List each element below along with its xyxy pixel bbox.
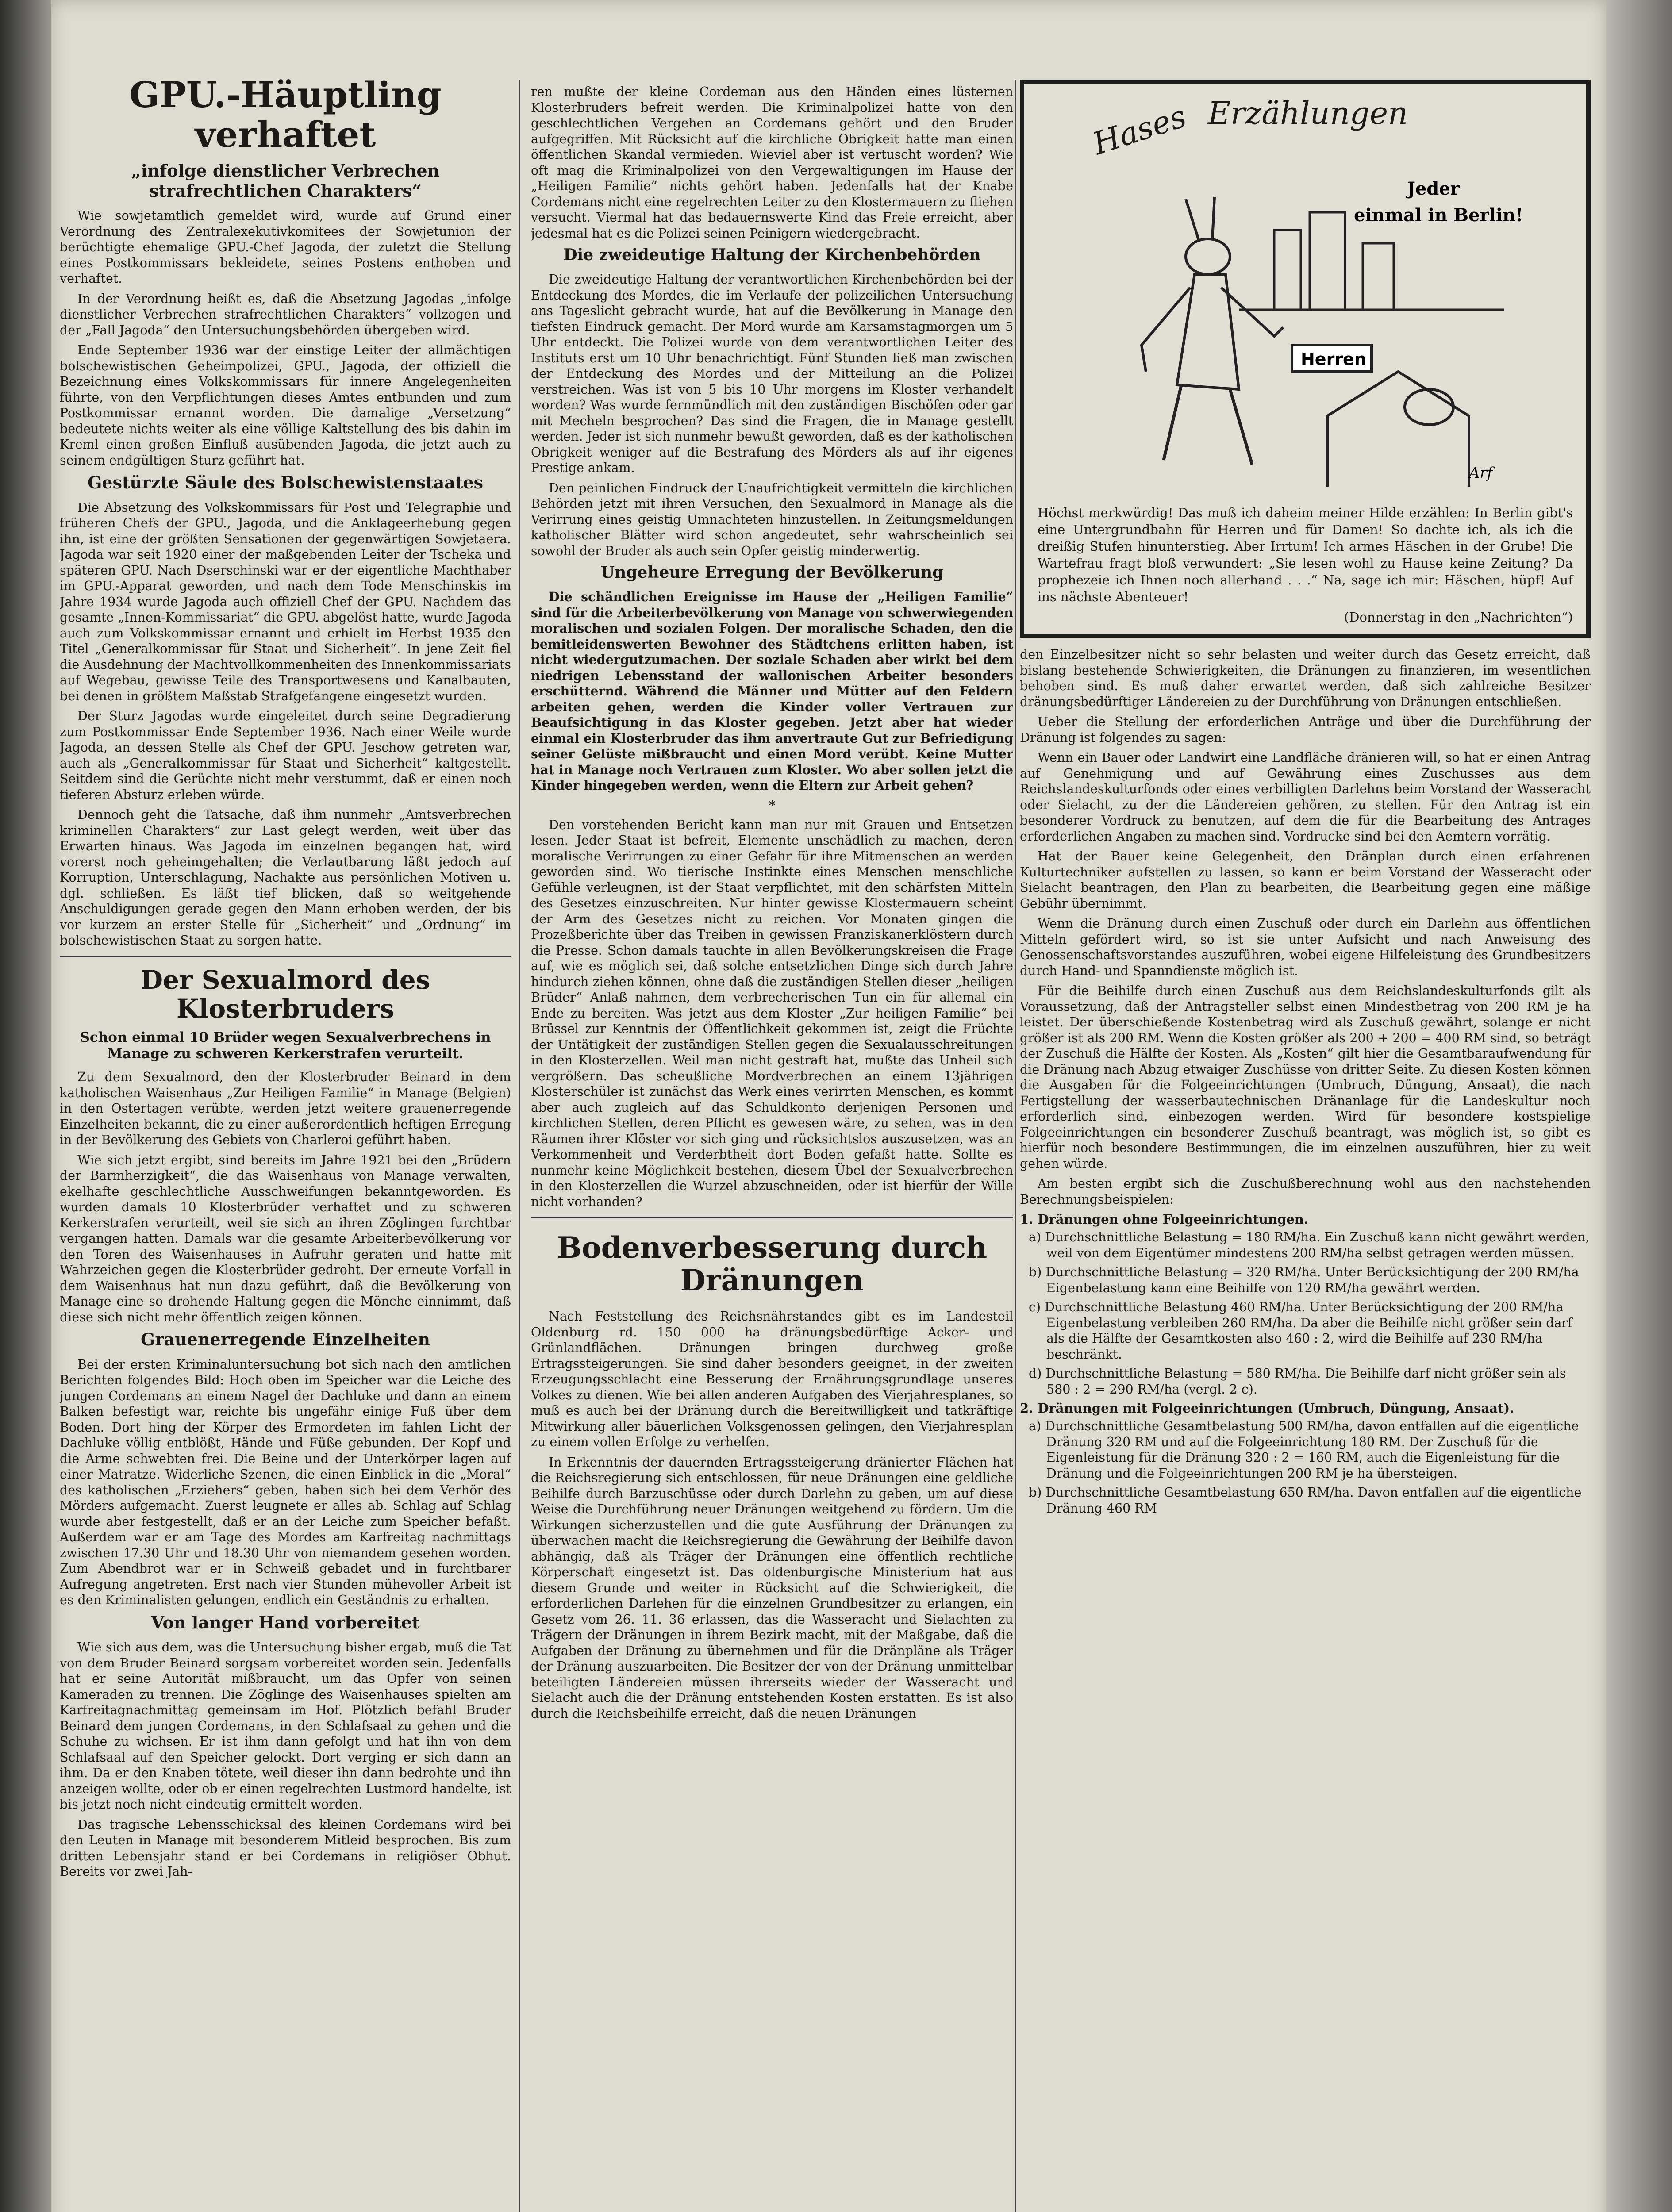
paragraph: den Einzelbesitzer nicht so sehr belasten und weiter durch das Gesetz erreicht, daß bislang bestehende Schwierigkeiten, die Dränungen zu finanzieren, im wesentlichen behoben sind. Es muß daher erwartet werden, daß sich zahlreiche Besitzer dränungsbedürftiger Ländereien zu der Durchführung von Dränungen entschließen. [1020,647,1591,709]
section-star: * [769,798,776,814]
column-rule-1 [519,80,520,2212]
ad-sub1: Jeder [1407,178,1460,199]
article-divider [60,956,511,957]
paragraph: Das tragische Lebensschicksal des kleinen Cordemans wird bei den Leuten in Manage mit besonderem Mitleid besprochen. Bis zum dritten Lebensjahr stand er bei Cordemans in religiöser Obhut. Bereits vor zwei Jah- [60,1817,511,1879]
ad-sign-herren: Herren [1301,349,1366,369]
list-item: c) Durchschnittliche Belastung 460 RM/ha. Unter Berücksichtigung der 200 RM/ha Eigenbelastung verbleiben 260 RM/ha. Da aber die Beihilfe nicht größer sein darf als die Hälfte der Gesamtkosten also 460 : 2, wird die Beihilfe auf 230 RM/ha beschränkt. [1029,1300,1572,1362]
section-heading-erregung: Ungeheure Erregung der Bevölkerung [600,563,944,582]
newspaper-page [51,0,1606,2212]
paragraph: Wenn ein Bauer oder Landwirt eine Landfläche dränieren will, so hat er einen Antrag auf Genehmigung und auf Gewährung eines Zuschusses aus dem Reichslandeskulturfonds oder eines verbilligten Darlehns beim Vorstand der Wasseracht oder Sielacht, zu der die Ländereien gehören, zu stellen. Für den Antrag ist ein besonderer Vordruck zu benutzen, auf dem die für die Bearbeitung des Antrages erforderlichen Angaben zu machen sind. Vordrucke sind bei den Aemtern vorrätig. [1020,750,1591,844]
hase-illustration [1062,97,1549,495]
paragraph: Hat der Bauer keine Gelegenheit, den Dränplan durch einen erfahrenen Kulturtechniker aufstellen zu lassen, so kann er beim Vorstand der Wasseracht oder Sielacht beantragen, den Plan zu bearbeiten, die Bearbeitung gegen eine mäßige Gebühr übernimmt. [1020,849,1591,911]
ad-paragraph: Höchst merkwürdig! Das muß ich daheim meiner Hilde erzählen: In Berlin gibt's eine Untergrundbahn für Herren und für Damen! So dachte ich, als ich die dreißig Stufen hinunterstieg. Aber Irrtum! Ich armes Häschen in der Grube! Die Wartefrau fragt bloß verwundert: „Sie lesen wohl zu Hause keine Zeitung? Da prophezeie ich Ihnen noch allerhand . . .“ Na, sage ich mir: Häschen, hüpf! Auf ins nächste Abenteuer! [1038,505,1573,604]
column-rule-2 [1015,80,1016,2212]
ad-title-right: Erzählungen [1208,97,1408,131]
paragraph: Bei der ersten Kriminaluntersuchung bot sich nach den amtlichen Berichten folgendes Bild: Hoch oben im Speicher war die Leiche des jungen Cordemans an einem Nagel der Dachluke und dann an einem Balken befestigt war, reichte bis ungefähr einige Fuß über dem Boden. Dort hing der Körper des Ermordeten im fahlen Licht der Dachluke völlig entblößt, Hände und Füße gebunden. Der Kopf und die Arme schwebten frei. Die Beine und der Unterkörper lagen auf einer Matratze. Widerliche Szenen, die einen Einblick in die „Moral“ des katholischen „Erziehers“ geben, haben sich bei dem Verhör des Mörders aufgemacht. Zuerst leugnete er alles ab. Schlag auf Schlag wurde aber festgestellt, daß er an der Leiche zum Speicher befaßt. Außerdem war er am Tage des Mordes am Karfreitag nachmittags zwischen 17.30 Uhr und 18.30 Uhr von niemandem gesehen worden. Zum Abendbrot war er in Schweiß gebadet und in furchtbarer Aufregung angetreten. Erst nach vier Stunden mühevoller Arbeit ist es den Kriminalisten gelungen, endlich ein Geständnis zu erhalten. [60,1357,511,1608]
paragraph: In Erkenntnis der dauernden Ertragssteigerung dränierter Flächen hat die Reichsregierung sich entschlossen, für neue Dränungen eine geldliche Beihilfe durch Barzuschüsse oder durch Darlehn zu geben, um auf diese Weise die Durchführung neuer Dränungen weitgehend zu fördern. Um die Wirkungen sicherzustellen und die gute Ausführung der Dränungen zu überwachen macht die Reichsregierung die Gewährung der Beihilfe davon abhängig, daß als Träger der Dränungen eine öffentlich rechtliche Körperschaft eingesetzt ist. Das oldenburgische Ministerium hat aus diesem Grunde und weiter in Rücksicht auf die Schwierigkeit, die erforderlichen Darlehen für die einzelnen Grundbesitzer zu erlangen, ein Gesetz vom 26. 11. 36 erlassen, das die Wasseracht und Sielachten zu Trägern der Dränungen in ihrem Bezirk macht, mit der Maßgabe, daß die Aufgaben der Dränung zu übernehmen und für die Dränpläne als Träger der Dränung auszuarbeiten. Die Besitzer der von der Dränung unmittelbar beteiligten Ländereien müssen ihrerseits wieder der Wasseracht und Sielacht auch die der Dränung entstehenden Kosten erstatten. Es ist also durch die Reichsbeihilfe erreicht, daß die neuen Dränungen [531,1455,1013,1721]
article-subtitle-gpu: „infolge dienstlicher Verbrechen strafrechtlichen Charakters“ [131,161,440,201]
list-item: a) Durchschnittliche Gesamtbelastung 500 RM/ha, davon entfallen auf die eigentliche Dränung 320 RM und auf die Folgeeinrichtung 180 RM. Der Zuschuß für die Eigenleistung für die Dränung 320 : 2 = 160 RM, auch die Eigenleistung für die Dränung und die Folgeeinrichtungen 200 RM je ha übersteigen. [1029,1419,1579,1481]
ad-footer: (Donnerstag in den „Nachrichten“) [1344,610,1573,625]
column-3 [1020,80,1591,2212]
paragraph: Am besten ergibt sich die Zuschußberechnung wohl aus den nachstehenden Berechnungsbeispielen: [1020,1176,1591,1207]
ad-sub2: einmal in Berlin! [1354,205,1523,226]
hase-advertisement [1020,80,1591,638]
list-item: a) Durchschnittliche Belastung = 180 RM/ha. Ein Zuschuß kann nicht gewährt werden, weil von dem Eigentümer mindestens 200 RM/ha selbst getragen werden müssen. [1029,1230,1590,1260]
section-heading-haltung: Die zweideutige Haltung der Kirchenbehörden [563,246,981,264]
paragraph: Zu dem Sexualmord, den der Klosterbruder Beinard in dem katholischen Waisenhaus „Zur Heiligen Familie“ in Manage (Belgien) in den Ostertagen verübte, werden jetzt weitere grauenerregende Einzelheiten bekannt, die zu einer außerordentlich heftigen Erregung in der Bevölkerung des Gebiets von Charleroi geführt haben. [60,1070,511,1148]
list-item: b) Durchschnittliche Belastung = 320 RM/ha. Unter Berücksichtigung der 200 RM/ha Eigenbelastung kann eine Beihilfe von 120 RM/ha gewährt werden. [1029,1265,1579,1295]
paragraph: Den peinlichen Eindruck der Unaufrichtigkeit vermitteln die kirchlichen Behörden jetzt mit ihren Versuchen, den Sexualmord in Manage als die Verirrung eines geistig Umnachteten hinzustellen. In Zeitungsmeldungen katholischer Blätter wird schon angedeutet, sehr wahrscheinlich sei sowohl der Bruder als auch sein Opfer geistig minderwertig. [531,480,1013,558]
paragraph: Wie sich aus dem, was die Untersuchung bisher ergab, muß die Tat von dem Bruder Beinard sorgsam vorbereitet worden sein. Jedenfalls hat er seine Autorität mißbraucht, um das Opfer von seinen Kameraden zu trennen. Die Zöglinge des Waisenhauses spielten am Karfreitagnachmittag gemeinsam im Hof. Plötzlich befahl Bruder Beinard dem jungen Cordemans, in den Schlafsaal zu gehen und die Schuhe zu wichsen. Er ist ihm dann gefolgt und hat ihn von dem Schlafsaal auf den Speicher gelockt. Dort verging er sich dann an ihm. Da er den Knaben tötete, weil dieser ihn dann bedrohte und ihn anzeigen wollte, oder ob er einen regelrechten Lustmord handelte, ist bis jetzt noch nicht eindeutig ermittelt worden. [60,1640,511,1812]
article-title-gpu: GPU.-Häuptling verhaftet [129,75,442,155]
list-item: b) Durchschnittliche Gesamtbelastung 650 RM/ha. Davon entfallen auf die eigentliche Dränung 460 RM [1029,1485,1582,1516]
section-heading-saeule: Gestürzte Säule des Bolschewistenstaates [87,472,484,493]
paragraph: Die schändlichen Ereignisse im Hause der „Heiligen Familie“ sind für die Arbeiterbevölkerung von Manage von schwerwiegenden moralischen und sozialen Folgen. Der moralische Schaden, den die bemitleidenswerten Bewohner des Städtchens erlitten haben, ist nicht wiedergutzumachen. Der soziale Schaden aber wirkt bei dem niedrigen Lebensstand der wallonischen Arbeiter besonders erschütternd. Während die Männer und Mütter auf den Feldern arbeiten gehen, werden die Kinder voller Vertrauen zur Beaufsichtigung in das Kloster gegeben. Jetzt aber hat wieder einmal ein Klosterbruder das ihm anvertraute Gut zur Befriedigung seiner Gelüste mißbraucht und einen Mord verübt. Keine Mutter hat in Manage noch Vertrauen zum Kloster. Wo aber sollen jetzt die Kinder hingegeben werden, wenn die Eltern zur Arbeit gehen? [531,589,1013,793]
ad-title-left: Hases [1088,98,1191,162]
list-heading-1: 1. Dränungen ohne Folgeeinrichtungen. [1020,1212,1308,1227]
paragraph: Wie sowjetamtlich gemeldet wird, wurde auf Grund einer Verordnung des Zentralexekutivkomitees der Sowjetunion der berüchtigte ehemalige GPU.-Chef Jagoda, der zuletzt die Stellung eines Postkommissars bekleidete, seines Postens enthoben und verhaftet. [60,208,511,286]
column-2 [531,84,1013,2212]
article-title-sexualmord: Der Sexualmord des Klosterbruders [140,964,430,1024]
binding-left-edge [0,0,51,2212]
paragraph: Ueber die Stellung der erforderlichen Anträge und über die Durchführung der Dränung ist folgendes zu sagen: [1020,714,1591,745]
paragraph: Die Absetzung des Volkskommissars für Post und Telegraphie und früheren Chefs der GPU., Jagoda, und die Anklageerhebung gegen ihn, ist eine der größten Sensationen der gegenwärtigen Sowjetaera. Jagoda war seit 1920 einer der maßgebenden Leiter der Tscheka und späteren GPU. Nach Dserschinski war er der eigentliche Machthaber im GPU.-Apparat geworden, und nach dem Tode Menschinskis im Jahre 1934 wurde Jagoda auch offiziell Chef der GPU. Nachdem das gesamte „Innen-Kommissariat“ die GPU. abgelöst hatte, wurde Jagoda auch zum Volkskommissar ernannt und erhielt im Herbst 1935 den Titel „Generalkommissar für Staat und Sicherheit“. In jene Zeit fiel die Ausdehnung der Machtvollkommenheiten des Innenkommissariats auf Wegebau, gewisse Teile des Transportwesens und Kanalbauten, bei denen in größtem Maßstab Strafgefangene eingesetzt wurden. [60,500,511,703]
paragraph: Der Sturz Jagodas wurde eingeleitet durch seine Degradierung zum Postkommissar Ende September 1936. Nach einer Weile wurde Jagoda, an dessen Stelle als Chef der GPU. Jeschow getreten war, auch als „Generalkommissar für Staat und Sicherheit“ kaltgestellt. Seitdem sind die Gerüchte nicht mehr verstummt, daß er einen noch tieferen Absturz erleben würde. [60,709,511,802]
paragraph: Nach Feststellung des Reichsnährstandes gibt es im Landesteil Oldenburg rd. 150 000 ha dränungsbedürftige Acker- und Grünlandflächen. Dränungen bringen durchweg große Ertragssteigerungen. Sie sind daher besonders geeignet, in der zweiten Erzeugungsschlacht eine Besserung der Ernährungsgrundlage unseres Volkes zu dienen. Wie bei allen anderen Aufgaben des Vierjahresplanes, so muß es auch bei der Dränung durch die Bereitwilligkeit und tatkräftige Mitwirkung aller bäuerlichen Volksgenossen gelingen, den Vierjahresplan zu einem vollen Erfolge zu verhelfen. [531,1309,1013,1450]
list-item: d) Durchschnittliche Belastung = 580 RM/ha. Die Beihilfe darf nicht größer sein als 580 : 2 = 290 RM/ha (vergl. 2 c). [1029,1366,1566,1397]
article-title-boden: Bodenverbesserung durch Dränungen [557,1230,988,1298]
paragraph: Die zweideutige Haltung der verantwortlichen Kirchenbehörden bei der Entdeckung des Mordes, die im Verlaufe der polizeilichen Untersuchung ans Tageslicht gebracht wurde, hat auf die Bevölkerung in Manage den tiefsten Eindruck gemacht. Der Mord wurde am Karsamstagmorgen um 5 Uhr entdeckt. Die Polizei wurde von dem verantwortlichen Leiter des Instituts erst um 10 Uhr benachrichtigt. Fünf Stunden ließ man zwischen der Entdeckung des Mordes und der Mitteilung an die Polizei verstreichen. Was ist von 5 bis 10 Uhr morgens im Kloster verhandelt worden? Was wurde fernmündlich mit den zuständigen Bischöfen oder gar mit Mecheln besprochen? Das sind die Fragen, die in Manage gestellt werden. Jeder ist sich nunmehr bewußt geworden, daß es der katholischen Obrigkeit weniger auf die Bestrafung des Mörders als auf ihr eigenes Prestige ankam. [531,272,1013,476]
column-1 [60,75,511,2212]
article-divider [531,1217,1013,1218]
paragraph: Ende September 1936 war der einstige Leiter der allmächtigen bolschewistischen Geheimpolizei, GPU., Jagoda, der offiziell die Bezeichnung eines Volkskommissars für innere Angelegenheiten führte, von den Verpflichtungen dieses Amtes entbunden und zum Postkommissar ernannt worden. Die damalige „Versetzung“ bedeutete nichts weiter als eine völlige Kaltstellung des bis dahin im Kreml einen großen Einfluß ausübenden Jagoda, die jetzt auch zu seinem endgültigen Sturz geführt hat. [60,343,511,468]
ad-artist-signature: Arf [1469,464,1493,482]
paragraph: ren mußte der kleine Cordeman aus den Händen eines lüsternen Klosterbruders befreit werden. Die Kriminalpolizei hatte von den geschlechtlichen Vergehen an Cordemans gehört und den Bruder aufgegriffen. Mit Rücksicht auf die kirchliche Obrigkeit hatte man einen öffentlichen Skandal vermieden. Wieviel aber ist vertuscht worden? Wie oft mag die Kriminalpolizei von den Vergewaltigungen im Hause der „Heiligen Familie“ nichts gehört haben. Jedenfalls hat der Knabe Cordemans nicht eine regelrechten Leiter zu den Klostermauern zu fliehen versucht. Viermal hat das bedauernswerte Kind das Freie erreicht, aber jedesmal hat es die Polizei seinen Peinigern wiedergebracht. [531,84,1013,241]
paragraph: Wenn die Dränung durch einen Zuschuß oder durch ein Darlehn aus öffentlichen Mitteln gefördert wird, so ist sie unter Aufsicht und nach Anweisung des Genossenschaftsvorstandes auszuführen, wobei eigene Hilfeleistung des Grundbesitzers durch Hand- und Spanndienste möglich ist. [1020,916,1591,978]
paragraph: In der Verordnung heißt es, daß die Absetzung Jagodas „infolge dienstlicher Verbrechen strafrechtlichen Charakters“ vollzogen und der „Fall Jagoda“ den Untersuchungsbehörden übergeben wird. [60,291,511,338]
section-heading-grauen: Grauenerregende Einzelheiten [140,1329,430,1350]
article-subtitle-sexualmord: Schon einmal 10 Brüder wegen Sexualverbrechens in Manage zu schweren Kerkerstrafen verurteilt. [80,1029,491,1062]
binding-right-edge [1606,0,1672,2212]
paragraph: Den vorstehenden Bericht kann man nur mit Grauen und Entsetzen lesen. Jeder Staat ist befreit, Elemente unschädlich zu machen, deren moralische Verirrungen zu einer Gefahr für ihre Mitmenschen an werden geworden sind. Wo tierische Instinkte eines Menschen menschliche Gefühle verleugnen, ist der Staat verpflichtet, mit den schärfsten Mitteln des Gesetzes einzuschreiten. Nur hinter gewisse Klostermauern scheint der Arm des Gesetzes nicht zu reichen. Vor Monaten gingen die Prozeßberichte über das Treiben in gewissen Franziskanerklöstern durch die Presse. Schon damals tauchte in allen Bevölkerungskreisen die Frage auf, wie es möglich sei, daß solche entsetzlichen Dinge sich durch Jahre hindurch ziehen können, ohne daß die zuständigen Stellen dieser „heiligen Brüder“ Anlaß nahmen, dem verbrecherischen Tun ein für allemal ein Ende zu bereiten. Was jetzt aus dem Kloster „Zur heiligen Familie“ bei Brüssel zur Kenntnis der Öffentlichkeit gekommen ist, zeigt die Früchte der Untätigkeit der zuständigen Stellen gegen die Sexualausschreitungen in den Klosterzellen. Weil man nicht gestraft hat, mußte das Unheil sich vergrößern. Das scheußliche Mordverbrechen an einem 13jährigen Klosterschüler ist zunächst das Werk eines verirrten Menschen, es kommt aber auch zugleich auf das Schuldkonto derjenigen Personen und kirchlichen Stellen, deren Pflicht es gewesen wäre, zu sehen, was in den Räumen ihrer Klöster vor sich ging und rücksichtslos auszusetzen, was an Verkommenheit und Verderbtheit dort Boden gefaßt hatte. Sollte es nunmehr keine Möglichkeit bestehen, diesem Übel der Sexualverbrechen in den Klosterzellen die Wurzel abzuschneiden, oder ist hierfür der Wille nicht vorhanden? [531,817,1013,1209]
list-heading-2: 2. Dränungen mit Folgeeinrichtungen (Umbruch, Düngung, Ansaat). [1020,1401,1514,1416]
section-heading-hand: Von langer Hand vorbereitet [151,1612,420,1632]
paragraph: Wie sich jetzt ergibt, sind bereits im Jahre 1921 bei den „Brüdern der Barmherzigkeit“, die das Waisenhaus von Manage verwalten, ekelhafte geschlechtliche Ausschweifungen bekanntgeworden. Es wurden damals 10 Klosterbrüder verhaftet und zu schweren Kerkerstrafen verurteilt, weil sie sich an ihren Zöglingen furchtbar vergangen hatten. Damals war die gesamte Arbeiterbevölkerung vor den Toren des Waisenhauses in Aufruhr geraten und hatte mit Wahrzeichen gegen die Klosterbrüder gedroht. Der erneute Vorfall in dem Waisenhaus hat nun dazu geführt, daß die Bevölkerung von Manage eine so drohende Haltung gegen die Mönche einnimmt, daß diese sich nicht mehr öffentlich zeigen können. [60,1152,511,1325]
paragraph: Für die Beihilfe durch einen Zuschuß aus dem Reichslandeskulturfonds gilt als Voraussetzung, daß der Antragsteller selbst einen Mindestbetrag von 200 RM je ha leistet. Der überschießende Kostenbetrag wird als Zuschuß gewährt, solange er nicht größer ist als 200 RM. Wenn die Kosten größer als 200 + 200 = 400 RM sind, so beträgt der Zuschuß die Hälfte der Kosten. Als „Kosten“ gilt hier die Gesamtbaraufwendung für die Dränung nach Abzug etwaiger Zuschüsse von dritter Seite. Zu diesen Kosten können die Ausgaben für die Folgeeinrichtungen (Umbruch, Düngung, Ansaat), die nach Fertigstellung der wasserbautechnischen Dränanlage für die Landeskultur noch erforderlich sind, einbezogen werden. Wird für besondere kostspielige Folgeeinrichtungen ein besonderer Zuschuß beantragt, was möglich ist, so gibt es hierfür noch besondere Bestimmungen, die im einzelnen auszuführen, hier zu weit gehen würde. [1020,983,1591,1171]
paragraph: Dennoch geht die Tatsache, daß ihm nunmehr „Amtsverbrechen kriminellen Charakters“ zur Last gelegt werden, weit über das Erwarten hinaus. Was Jagoda im einzelnen begangen hat, wird vorerst noch geheimgehalten; die Verlautbarung läßt jedoch auf Korruption, Unterschlagung, Nachakte aus persönlichen Motiven u. dgl. schließen. Es läßt tief blicken, daß so weitgehende Anschuldigungen gerade gegen den Mann erhoben werden, der bis vor kurzem an erster Stelle für „Sicherheit“ und „Ordnung“ im bolschewistischen Staat zu sorgen hatte. [60,807,511,948]
